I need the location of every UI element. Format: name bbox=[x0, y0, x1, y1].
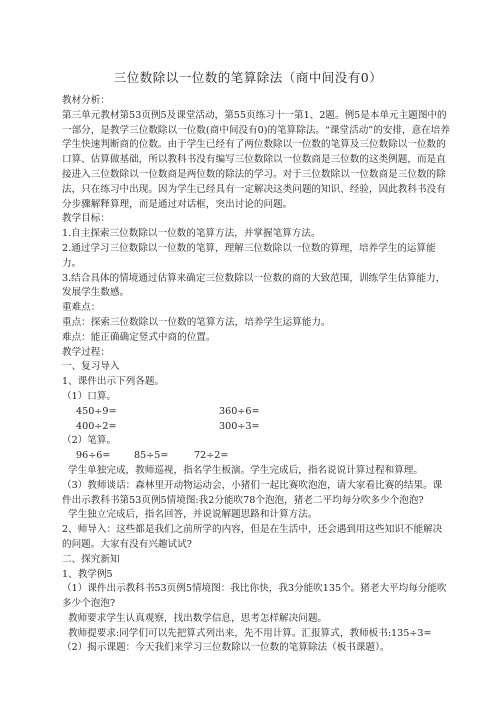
analysis-heading: 教材分析： bbox=[62, 95, 110, 106]
section-2-item-1-2: （2）揭示课题：今天我们来学习三位数除以一位数的笔算除法（板书课题）。 bbox=[62, 642, 390, 654]
document-title: 三位数除以一位数的笔算除法（商中间没有0） bbox=[113, 70, 383, 85]
document-body bbox=[62, 94, 450, 656]
oral-calc-label: （1）口算。 bbox=[62, 390, 117, 402]
section-2-item-1: 1、教学例5 bbox=[62, 568, 113, 580]
goal-3: 3.结合具体的情境通过估算来确定三位数除以一位数的商的大致范围，训练学生估算能力，发展学生数感。 bbox=[62, 272, 446, 299]
section-2-heading: 二、探究新知 bbox=[62, 553, 120, 565]
section-1-note: 学生单独完成，教师巡视，指名学生板演。学生完成后，指名说说计算过程和算理。 bbox=[68, 464, 423, 476]
process-heading: 教学过程： bbox=[62, 346, 110, 358]
goal-2: 2.通过学习三位数除以一位数的笔算，理解三位数除以一位数的算理，培养学生的运算能力。 bbox=[62, 242, 436, 269]
analysis-paragraph: 第三单元教材第53页例5及课堂活动，第55页练习十一第1、2题。例5是本单元主题图中的一部分，是教学三位数除以一位数(商中间没有0)的笔算除法。“课堂活动”的安排，意在培养学生快速判断商的位数。由于学生已经有了两位数除以一位数的笔算及三位数除以一位数的口算、估算做基础，所以教科书没有编写三位数除以一位数商是三位数的这类例题，而是直接进入三位数除以一位数商是两位数的除法的学习。对于三位数除以一位数商是三位数的除法，只在练习中出现。因为学生已经具有一定解决这类问题的知识、经验，因此教科书没有分步骤解释算理，而是通过对话框，突出讨论的问题。 bbox=[62, 109, 450, 210]
section-1-item-3: （3）教师谈话：森林里开动物运动会，小猪们一起比赛吹泡泡，请大家看比赛的结果。课件出示教科书第53页例5情境图:我2分能吹78个泡泡，猪老二平均每分吹多少个泡泡? bbox=[62, 479, 443, 506]
written-calc-label: （2）笔算。 bbox=[62, 435, 117, 447]
section-1-heading: 一、复习导入 bbox=[62, 361, 120, 373]
written-problem: 85÷5= bbox=[134, 450, 169, 462]
section-1-item-1: 1、课件出示下列各题。 bbox=[62, 376, 165, 388]
key-points-heading: 重难点： bbox=[62, 302, 101, 314]
section-2-note-b: 教师提要求:同学们可以先把算式列出来，先不用计算。汇报算式，教师板书:135÷3= bbox=[68, 627, 432, 639]
oral-problem: 360÷6= bbox=[219, 405, 260, 417]
oral-row-2 bbox=[62, 420, 450, 435]
section-2-item-1-1: （1）课件出示教科书53页例5情境图：我比你快，我3分能吹135个。猪老大平均每分能吹多少个泡泡? bbox=[62, 583, 447, 610]
written-problem: 96÷6= bbox=[76, 450, 111, 462]
oral-row-1 bbox=[62, 405, 450, 420]
written-row bbox=[62, 449, 450, 464]
goal-1: 1.自主探索三位数除以一位数的笔算方法，并掌握笔算方法。 bbox=[62, 228, 321, 240]
section-1-item-3-note: 学生独立完成后，指名回答，并说说解题思路和计算方法。 bbox=[68, 509, 318, 521]
key-point: 重点：探索三位数除以一位数的笔算方法，培养学生运算能力。 bbox=[62, 316, 331, 328]
section-2-note-a: 教师要求学生认真观察，找出数学信息，思考怎样解决问题。 bbox=[68, 612, 328, 624]
section-1-item-2: 2、师导入：这些都是我们之前所学的内容，但是在生活中，还会遇到用这些知识不能解决的问题。大家有没有兴趣试试? bbox=[62, 524, 443, 550]
goals-heading: 教学目标： bbox=[62, 213, 110, 225]
difficulty-point: 难点：能正确确定竖式中商的位置。 bbox=[62, 331, 216, 343]
oral-problem: 300÷3= bbox=[219, 420, 260, 432]
written-problem: 72÷2= bbox=[194, 450, 229, 462]
oral-problem: 400÷2= bbox=[76, 420, 117, 432]
oral-problem: 450÷9= bbox=[76, 405, 117, 417]
